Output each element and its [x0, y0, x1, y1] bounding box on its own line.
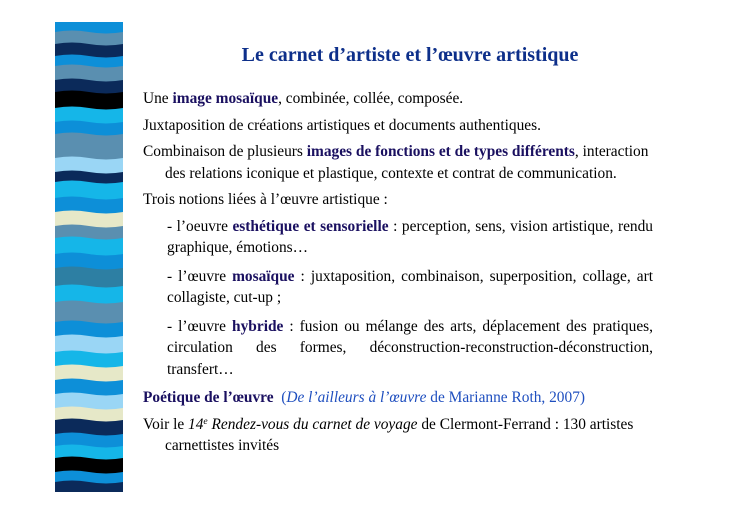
book-title: De l’ailleurs à l’œuvre	[286, 389, 427, 406]
stripe-band	[55, 133, 123, 161]
notion-mosaique: - l’œuvre mosaïque : juxtaposition, combinaison, superposition, collage, art collagiste, cut-up ;	[167, 267, 653, 306]
notion-hybride: - l’œuvre hybride : fusion ou mélange des arts, déplacement des pratiques, circulation des formes, déconstruction-reconstruction-déconstruction, transfert…	[167, 317, 653, 378]
notion-esthetique: - l’oeuvre esthétique et sensorielle : perception, sens, vision artistique, rendu graphique, émotions…	[167, 217, 653, 256]
keyword-hybride: hybride	[232, 317, 284, 335]
paragraph-rendez-vous: Voir le 14e Rendez-vous du carnet de voyage de Clermont-Ferrand : 130 artistes carnettistes invités	[143, 415, 634, 454]
paragraph-trois-notions: Trois notions liées à l’œuvre artistique :	[143, 191, 388, 208]
slide-body	[143, 88, 653, 462]
keyword-image-mosaique: image mosaïque	[172, 90, 279, 107]
decorative-stripe-bar	[55, 22, 123, 492]
keyword-mosaique: mosaïque	[232, 267, 295, 285]
keyword-esthetique: esthétique et sensorielle	[232, 217, 389, 235]
keyword-images-fonctions: images de fonctions et de types différents	[306, 143, 575, 160]
paragraph-poetique: Poétique de l’œuvre (De l’ailleurs à l’œuvre de Marianne Roth, 2007)	[143, 389, 586, 406]
stripe-band	[55, 301, 123, 325]
paragraph-combinaison: Combinaison de plusieurs images de fonctions et de types différents, interaction des relations iconique et plastique, contexte et contrat de communication.	[143, 143, 649, 182]
event-title: Rendez-vous du carnet de voyage	[207, 415, 418, 433]
keyword-poetique: Poétique de l’œuvre	[143, 389, 274, 406]
stripe-pattern	[55, 22, 123, 492]
slide-title: Le carnet d’artiste et l’œuvre artistique	[241, 44, 579, 66]
paragraph-juxtaposition: Juxtaposition de créations artistiques et documents authentiques.	[143, 116, 541, 134]
paragraph-image-mosaique: Une image mosaïque, combinée, collée, composée.	[143, 90, 464, 107]
